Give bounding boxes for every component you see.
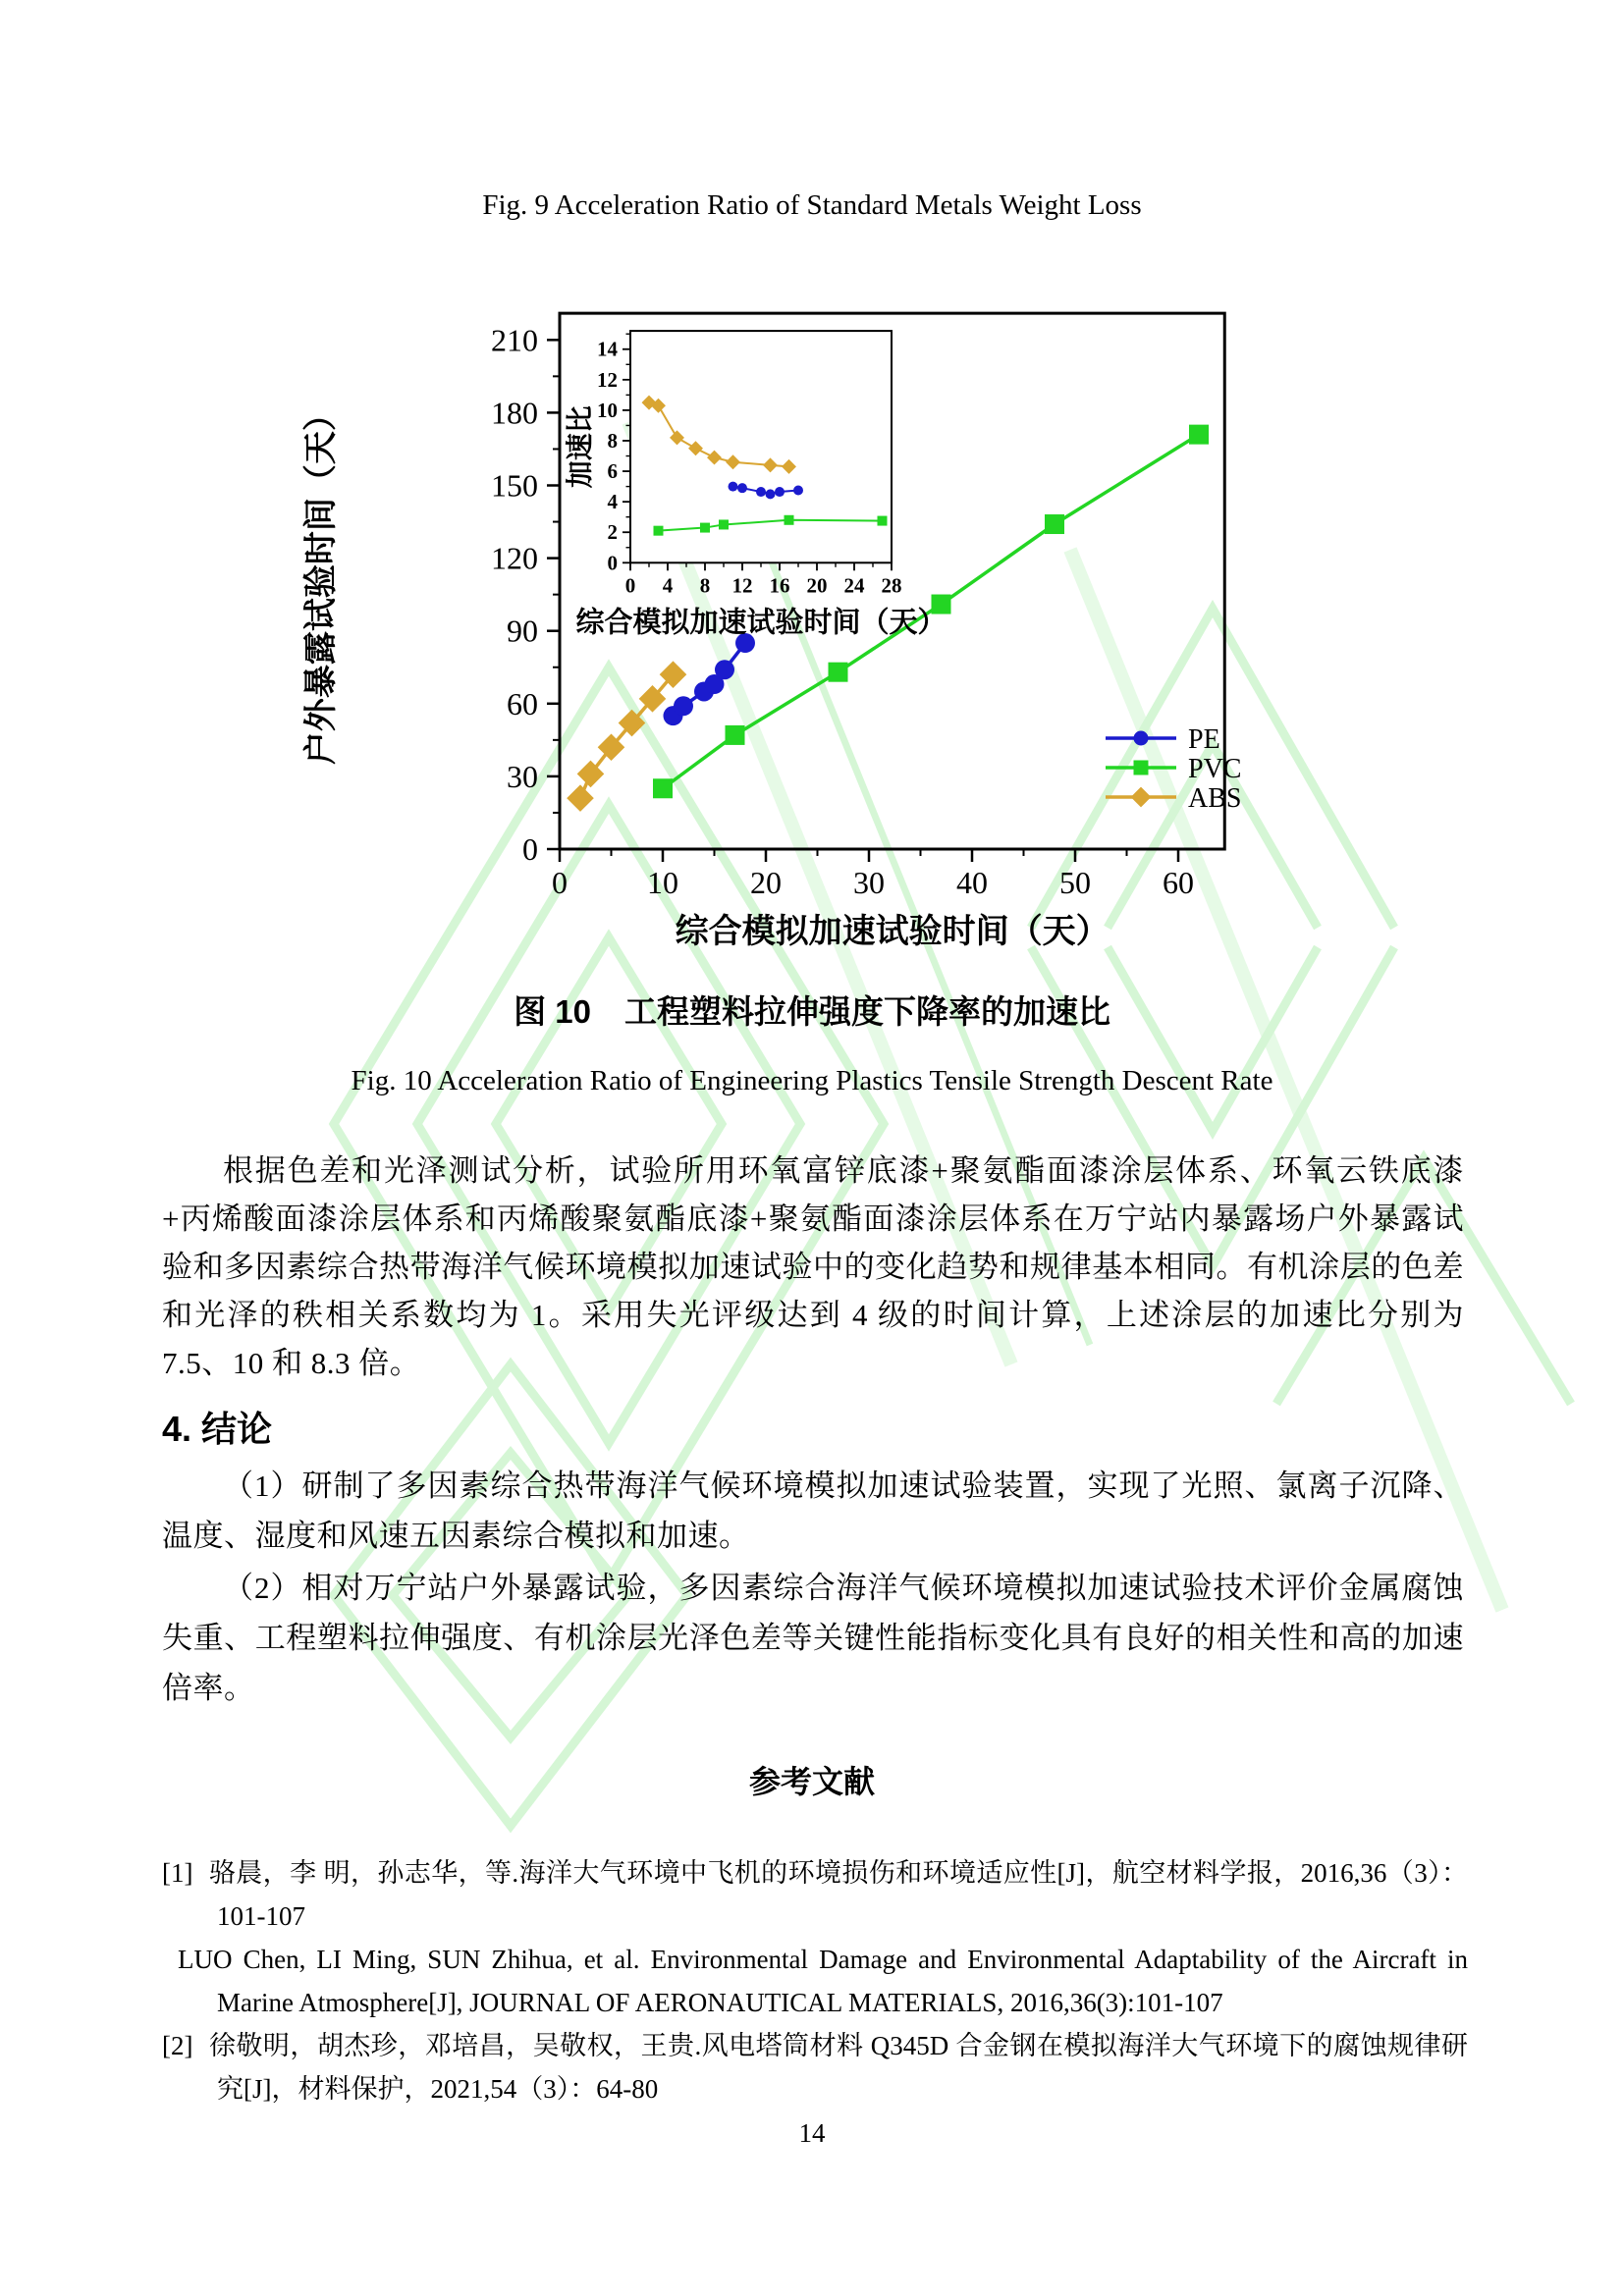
fig10-caption-zh [0, 987, 1624, 1033]
y-axis-title: 户外暴露试验时间（天） [303, 398, 340, 766]
inset-plot-box [630, 331, 892, 562]
reference-item [162, 2024, 1468, 2110]
y-tick-label: 30 [507, 758, 538, 794]
data-point-square [785, 515, 794, 525]
inset-x-tick-label: 28 [881, 573, 902, 598]
data-point-circle [775, 487, 785, 497]
reference-marker: [2] [162, 2031, 193, 2060]
data-point-square [829, 663, 848, 682]
data-point-diamond [1131, 787, 1152, 808]
x-tick-label: 30 [853, 865, 885, 900]
inset-x-tick-label: 24 [843, 573, 865, 598]
data-point-circle [715, 660, 734, 679]
legend-item-PE [1106, 724, 1220, 755]
y-tick-label: 0 [522, 831, 538, 867]
data-point-circle [729, 482, 738, 492]
fig10-label-zh: 图 10 [514, 993, 591, 1030]
legend-item-PVC [1106, 754, 1241, 784]
data-point-circle [1134, 731, 1149, 746]
inset-x-tick-label: 0 [624, 573, 636, 598]
y-tick-label: 90 [507, 613, 538, 649]
chart-canvas [295, 294, 1257, 947]
reference-marker: [1] [162, 1858, 193, 1888]
fig10-title-zh: 工程塑料拉伸强度下降率的加速比 [623, 993, 1110, 1030]
reference-item [162, 1938, 1468, 2024]
conclusion-item-2: （2）相对万宁站户外暴露试验，多因素综合海洋气候环境模拟加速试验技术评价金属腐蚀失重、工程塑料拉伸强度、有机涂层光泽色差等关键性能指标变化具有良好的相关性和高的加速倍率。 [162, 1571, 1464, 1705]
data-point-circle [674, 696, 693, 716]
data-point-square [1045, 514, 1064, 534]
inset-y-tick-label: 2 [607, 520, 618, 545]
y-tick-label: 180 [491, 395, 538, 431]
reference-item [162, 1851, 1468, 1938]
inset-y-tick-label: 6 [607, 459, 618, 484]
inset-plot [565, 331, 947, 638]
legend-label: PE [1188, 724, 1220, 755]
data-point-circle [793, 485, 803, 495]
inset-x-axis-title: 综合模拟加速试验时间（天） [575, 607, 947, 639]
legend [1106, 724, 1241, 814]
x-tick-label: 40 [956, 865, 988, 900]
data-point-circle [737, 483, 747, 493]
x-tick-label: 0 [552, 865, 568, 900]
y-tick-label: 120 [491, 540, 538, 576]
data-point-square [653, 778, 673, 798]
y-tick-label: 210 [491, 322, 538, 358]
references-list [162, 1851, 1468, 2110]
reference-text: 骆晨，李 明，孙志华，等.海洋大气环境中飞机的环境损伤和环境适应性[J]，航空材料学报，2016,36（3）：101-107 [208, 1858, 1468, 1931]
inset-y-tick-label: 0 [607, 551, 618, 575]
inset-x-tick-label: 4 [662, 573, 674, 598]
inset-y-tick-label: 4 [607, 490, 618, 514]
reference-text: LUO Chen, LI Ming, SUN Zhihua, et al. Environmental Damage and Environmental Adaptability of the Aircraft in Marine Atmosphere[J], JOURNAL OF AERONAUTICAL MATERIALS, 2016,36(3):101-107 [178, 1945, 1468, 2017]
inset-y-axis-title: 加速比 [566, 405, 596, 489]
page-number: 14 [798, 2118, 826, 2148]
inset-x-tick-label: 16 [769, 573, 790, 598]
section-heading-conclusion: 4. 结论 [162, 1409, 273, 1449]
y-tick-label: 60 [507, 685, 538, 721]
data-point-circle [766, 489, 776, 499]
legend-item-ABS [1106, 783, 1241, 814]
body-paragraph: 根据色差和光泽测试分析，试验所用环氧富锌底漆+聚氨酯面漆涂层体系、环氧云铁底漆+丙烯酸面漆涂层体系和丙烯酸聚氨酯底漆+聚氨酯面漆涂层体系在万宁站内暴露场户外暴露试验和多因素综合热带海洋气候环境模拟加速试验中的变化趋势和规律基本相同。有机涂层的色差和光泽的秩相关系数均为 1。采用失光评级达到 4 级的时间计算，上述涂层的加速比分别为 7.5、10 和 8.3 倍。 [162, 1153, 1464, 1380]
legend-label: PVC [1188, 754, 1242, 784]
data-point-square [700, 523, 710, 533]
fig10-caption-en: Fig. 10 Acceleration Ratio of Engineering Plastics Tensile Strength Descent Rate [351, 1065, 1273, 1096]
data-point-square [654, 526, 664, 536]
inset-x-tick-label: 8 [699, 573, 711, 598]
legend-label: ABS [1188, 783, 1242, 814]
references-heading: 参考文献 [748, 1764, 875, 1799]
data-point-circle [756, 487, 766, 497]
x-tick-label: 10 [647, 865, 678, 900]
x-tick-label: 50 [1059, 865, 1091, 900]
data-point-square [1189, 425, 1209, 445]
data-point-square [1134, 761, 1149, 775]
inset-y-tick-label: 10 [597, 398, 618, 422]
data-point-square [878, 516, 888, 526]
inset-y-tick-label: 8 [607, 428, 618, 453]
inset-x-tick-label: 12 [731, 573, 753, 598]
watermark-chevron [1108, 947, 1318, 1131]
inset-x-tick-label: 20 [806, 573, 828, 598]
inset-y-tick-label: 12 [597, 367, 618, 392]
data-point-diamond [567, 784, 594, 812]
x-axis-title: 综合模拟加速试验时间（天） [675, 914, 1110, 947]
data-point-square [719, 519, 729, 529]
reference-text: 徐敬明，胡杰珍，邓培昌，吴敬权，王贵.风电塔筒材料 Q345D 合金钢在模拟海洋大气环境下的腐蚀规律研究[J]，材料保护，2021,54（3）：64-80 [208, 2031, 1468, 2104]
fig9-caption: Fig. 9 Acceleration Ratio of Standard Metals Weight Loss [482, 189, 1142, 221]
x-tick-label: 60 [1163, 865, 1194, 900]
y-tick-label: 150 [491, 467, 538, 504]
inset-y-tick-label: 14 [597, 337, 618, 361]
conclusion-item-1: （1）研制了多因素综合热带海洋气候环境模拟加速试验装置，实现了光照、氯离子沉降、温度、湿度和风速五因素综合模拟和加速。 [162, 1468, 1464, 1553]
x-tick-label: 20 [750, 865, 782, 900]
data-point-square [726, 725, 745, 745]
figure-10-chart [295, 294, 1257, 947]
